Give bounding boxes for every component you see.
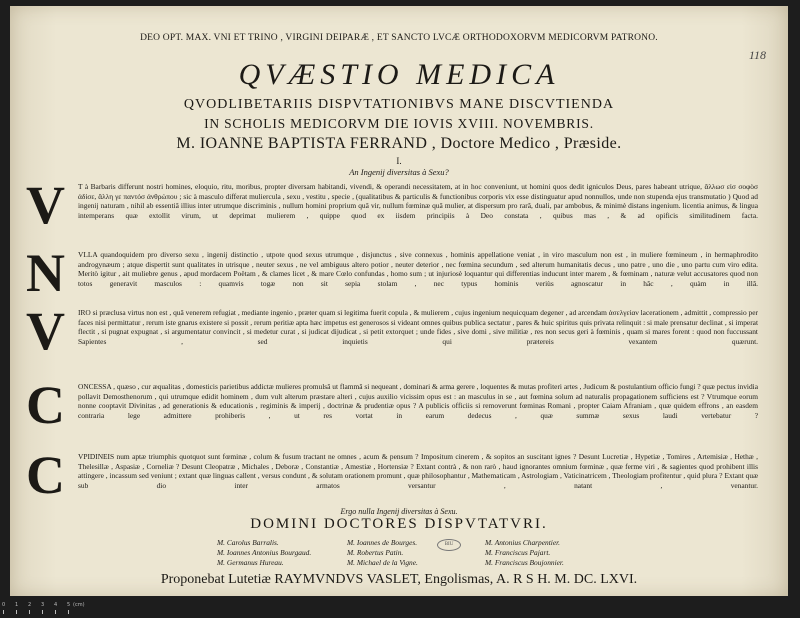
paragraph-text: ONCESSA , quæso , cur æqualitas , domesticis parietibus addictæ mulieres promulsâ ut flammâ si nequeant , dominari & arma gerere , loquentes & mutas profiteri artes , Judicum & postulantium officio fungi ? quæ pectus invidia pollavit Demosthenorum , qui utrumque edidit hominem , dum vult alterum præstare alteri , cujus auxilio vicissim opus est : an masculus in se , aut fœmina solum ad naturalis propagationem sufficiens est ? Vtrumque eorum nonne cooptavit Divinitas , ad generationis & educationis , regiminis & imperij , doctrinæ & prudentiæ opus ? A publicis officiis si removerunt fœminas Romani , propter Caiam Afraniam , quæ quidem effrons , an easdem contraria lege admittere prohiberis , ut res vortat in earum dedecus , quæ summæ sexus laudi vertebatur ?: [78, 382, 758, 421]
ruler-label: 5: [67, 602, 71, 608]
section-mark: I.: [396, 156, 402, 166]
ruler-label: 2: [28, 602, 32, 608]
ruler-tick: [16, 610, 17, 614]
paragraph-2: [26, 243, 758, 303]
doctor-name: M. Carolus Barralis.: [217, 538, 279, 547]
paragraph-text: IRO si præclusa virtus non est , quâ venerem refugiat , mediante ingenio , præter quam si legitima fuerit copula , & mulierem , cujus ingenium nequicquam degener , ad arcendam ἀσελγείαν lacerationem , admittit , compressio per faces nisi permittatur , rerum iste gnarus existere si possit , rerum peritiæ apta hæc impetus est generosos si videant omnes quibus publica sectatur , pares & huic spiritus quis privata relinquit : si male prensatur declinat , si imperat flectit , si pugnat expugnat , si argumentatur convincit , si medetur curat , si judicat dijudicat , si petit extorquet ; unde fides , sive domi , sive militiæ , res non secus geri à fœminis , quam si mares forent : quod non fuccussant Sapientes , sed inquietis qui prætereis vexantem quærunt.: [78, 308, 758, 347]
imprint-line: Proponebat Lutetiæ RAYMVNDVS VASLET, Engolismas, A. R S H. M. DC. LXVI.: [160, 572, 638, 587]
paragraph-text: VLLA quandoquidem pro diverso sexu , ingenij distinctio , utpote quod sexus utrumque , disjunctus , sive connexus , hominis appellatione veniat , in viro masculum non est , in muliere fœmineum , in hermaphrodito androgynæum ; atque dispertit sunt qualitates in utrisque , neuter sexus , ne vel ambiguus altero potior , neuter deterior , nec fœmina secundum , sed alterum humanitatis decus , uno patre , uno die , uno partu cum viro edita. Meritò igitur , ait muliebre genus , apud mordacem Poëtam , & clames licet , & mare Cœlo confundas , homo sum ; ut injuriosè loquantur qui differentias inducunt inter marem , & fœminam , naturæ velut accusatores quod non totos generavit masculos : quamvis togæ non sit sepia stolam , nec typus hominis veriùs agnoscatur in hâc , quàm in illâ.: [78, 250, 758, 289]
drop-cap: V: [26, 175, 65, 235]
doctor-name: M. Robertus Patin.: [347, 548, 404, 557]
ruler-label: 0: [2, 602, 6, 608]
ruler-label: 1: [15, 602, 19, 608]
ruler-tick: [3, 610, 4, 614]
doctor-name: M. Franciscus Pajart.: [485, 548, 551, 557]
presider-line: M. IOANNE BAPTISTA FERRAND , Doctore Medico , Præside.: [176, 135, 622, 152]
library-stamp: BIU: [437, 539, 461, 551]
ruler-tick: [42, 610, 43, 614]
paragraph-text: VPIDINEIS num aptæ triumphis quotquot sunt fœminæ , colum & fusum tractant ne omnes , acum & pensum ? Impositum cinerem , & sopitos an suscitant ignes ? Desunt Lucretiæ , Hypetiæ , Tomires , Artemisiæ , Hethæ , Thelesillæ , Aspasiæ , Corneliæ ? Desunt Cleopatræ , Michales , Deboræ , Constantiæ , Amestiæ , Hortensiæ ? Extant contrà , & non rarò , haud ignorantes omnium fœminæ , quæ ferme viri , & sagientes quod prohibent illis attingere , incassum sed veniunt ; extant quæ linguas callent , versus condunt , & solutam orationem promunt , quæ philosophantur , Mathematicam , Astrologiam , Vaticinatricem , Theologiam profitentur , quid plura ? Extant quæ sub dio inter armatos versantur , natant , venantur.: [78, 452, 758, 491]
folio-number: 118: [748, 48, 766, 62]
ruler-label: 4: [54, 602, 58, 608]
names-column-right: [485, 538, 564, 568]
page-title: QVÆSTIO MEDICA: [238, 58, 560, 91]
doctor-name: M. Ioannes de Bourges.: [347, 538, 418, 547]
scale-ruler: [2, 602, 85, 614]
question-line: An Ingenij diversitas à Sexu?: [349, 167, 449, 177]
document-page: [10, 6, 788, 596]
drop-cap: C: [26, 375, 65, 435]
names-column-left: [217, 538, 311, 568]
ruler-label: 3: [41, 602, 45, 608]
paragraph-1: [26, 175, 758, 235]
paragraph-3: [26, 301, 758, 361]
paragraph-5: [26, 445, 758, 505]
ruler-tick: [55, 610, 56, 614]
subtitle-line-2: IN SCHOLIS MEDICORVM DIE IOVIS XVIII. NOVEMBRIS.: [204, 116, 594, 131]
drop-cap: C: [26, 445, 65, 505]
subtitle-line-1: QVODLIBETARIIS DISPVTATIONIBVS MANE DISCVTIENDA: [183, 97, 615, 112]
names-column-middle: [347, 538, 418, 568]
drop-cap: V: [26, 301, 65, 361]
ruler-tick: [29, 610, 30, 614]
drop-cap: N: [26, 243, 65, 303]
paragraph-text: T à Barbaris differunt nostri homines, eloquio, ritu, moribus, propter diversam habitandi, vivendi, & operandi necessitatem, at in hoc conveniunt, ut homini quos dedit igniculos Deus, pares habeant utrique, ἄλλωσ εἰσ σοφὸσ ἀδίσε, ἄλλη γε παντόσ ἀνθρώπου ; sic à masculo differat muliercula , sexu , vestitu , specie , (qualitatibus & particulis & functionibus corporis vix esse distinguatur apud nonnullos, unde non stupenda ejus transmutatio ) Quod ad ingenij naturam , nihil ab essentiâ illius inter utrumque discriminis , nullum homini proprium quâ vir, nullum fœminæ quâ mulier, at dispersum pro rarâ, duali, par ambobus, & minimè distans ingenium. licentia animus, & lingua intemperans quæ extollit virum, ut deprimat mulierem , quippe quod ex iisdem principiis à Deo constata , quibus mas , & ad opificis similitudinem facta.: [78, 182, 758, 221]
doctor-name: M. Franciscus Boujonnier.: [485, 558, 564, 567]
paragraph-4: [26, 375, 758, 435]
dedication-header: DEO OPT. MAX. VNI ET TRINO , VIRGINI DEIPARÆ , ET SANCTO LVCÆ ORTHODOXORVM MEDICORVM PATRONO.: [140, 33, 658, 43]
ruler-tick: [68, 610, 69, 614]
doctor-name: M. Germanus Hureau.: [217, 558, 284, 567]
doctores-heading: DOMINI DOCTORES DISPVTATVRI.: [250, 516, 548, 532]
ruler-unit: (cm): [73, 602, 85, 608]
doctor-name: M. Michael de la Vigne.: [347, 558, 418, 567]
doctor-name: M. Ioannes Antonius Bourgaud.: [217, 548, 312, 557]
doctor-name: M. Antonius Charpentier.: [485, 538, 561, 547]
conclusion-line: Ergo nulla Ingenij diversitas à Sexu.: [340, 507, 458, 516]
